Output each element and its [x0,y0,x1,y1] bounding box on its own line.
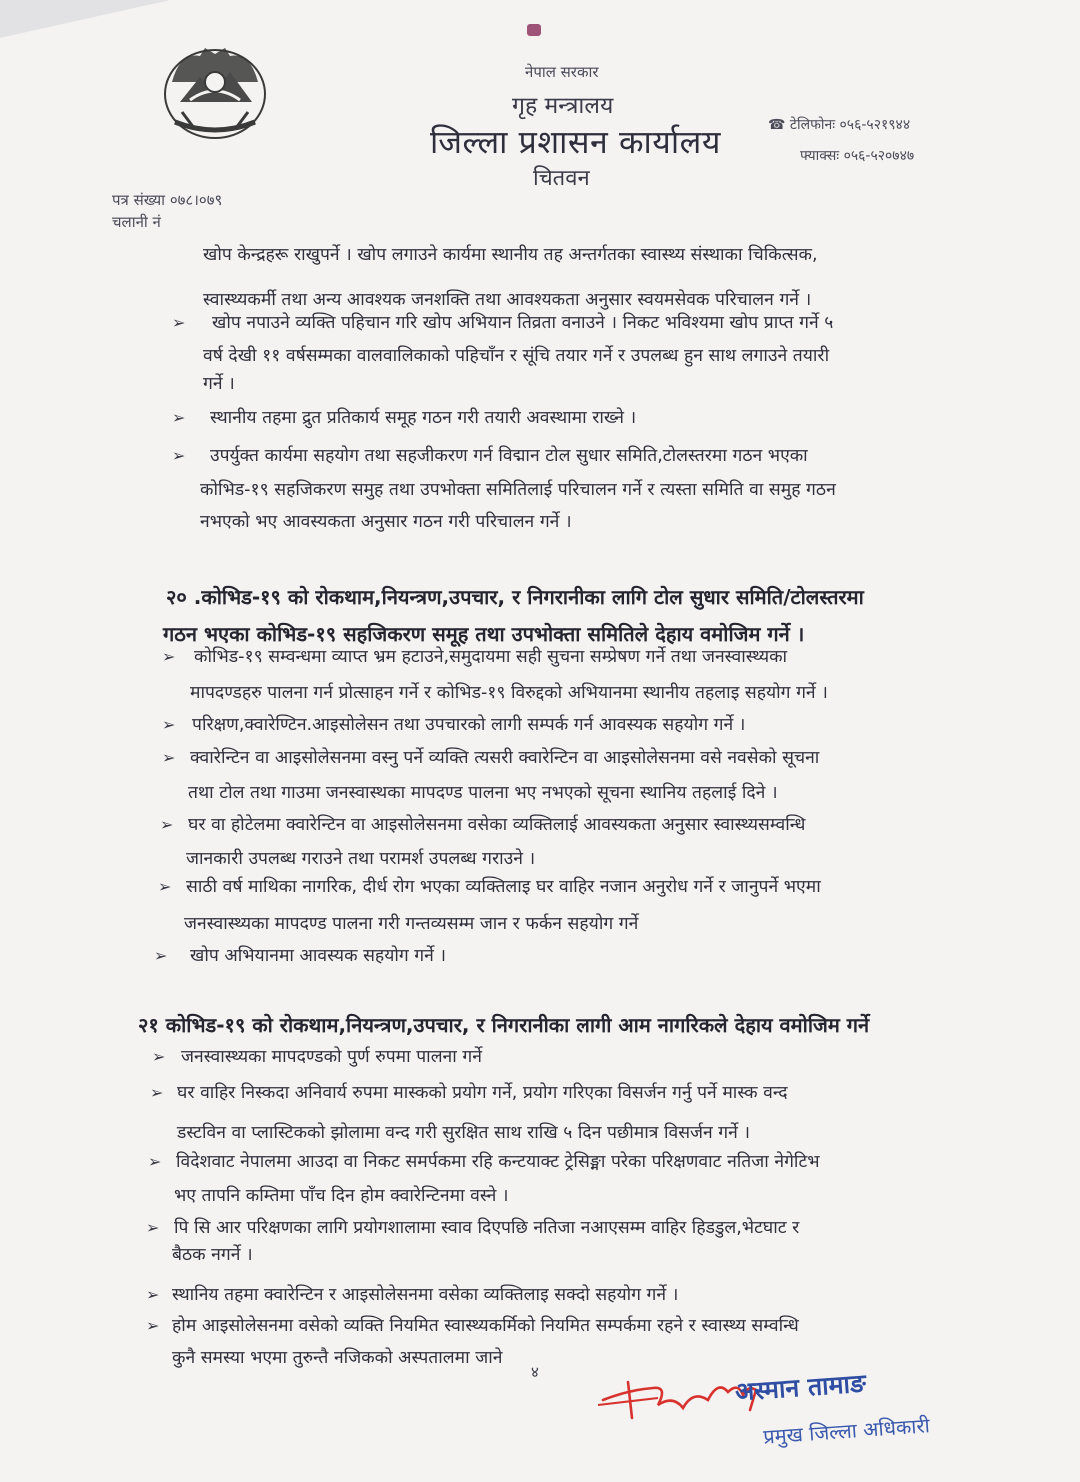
intro-line: स्वास्थ्यकर्मी तथा अन्य आवश्यक जनशक्ति तथा आवश्यकता अनुसार स्वयमसेवक परिचालन गर्ने । [203,290,812,310]
bullet-line: साठी वर्ष माथिका नागरिक, दीर्ध रोग भएका व्यक्तिलाइ घर वाहिर नजान अनुरोध गर्ने र जानुपर्ने भएमा [186,877,821,897]
bullet-line: जनस्वास्थ्यका मापदण्डको पुर्ण रुपमा पालना गर्ने [181,1047,482,1067]
bullet-arrow-icon: ➢ [148,1152,162,1171]
bullet-line: बैठक नगर्ने । [172,1245,253,1265]
government-emblem-icon [160,42,270,142]
bullet-line: खोप नपाउने व्यक्ति पहिचान गरि खोप अभियान तिव्रता वनाउने । निकट भविश्यमा खोप प्राप्त गर्ने ५ [212,313,834,333]
bullet-line: मापदण्डहरु पालना गर्न प्रोत्साहन गर्ने र कोभिड-१९ विरुद्दको अभियानमा स्थानीय तहलाइ सहयोग गर्ने । [190,683,828,703]
bullet-arrow-icon: ➢ [172,408,186,427]
bullet-arrow-icon: ➢ [160,815,174,834]
fax-number: फ्याक्सः ०५६-५२०७४७ [800,148,915,164]
office-name: जिल्ला प्रशासन कार्यालय [430,123,721,161]
bullet-line: कोभिड-१९ सम्वन्धमा व्याप्त भ्रम हटाउने,समुदायमा सही सुचना सम्प्रेषण गर्ने तथा जनस्वास्थ्यका [194,647,788,667]
bullet-line: स्थानिय तहमा क्वारेन्टिन र आइसोलेसनमा वसेका व्यक्तिलाइ सक्दो सहयोग गर्ने । [172,1285,679,1305]
section-21-heading: २१ कोभिड-१९ को रोकथाम,नियन्त्रण,उपचार, र निगरानीका लागी आम नागरिकले देहाय वमोजिम गर्ने [138,1013,870,1037]
ministry-name: गृह मन्त्रालय [512,93,614,119]
bullet-arrow-icon: ➢ [162,647,176,666]
intro-line: खोप केन्द्रहरू राखुपर्ने । खोप लगाउने कार्यमा स्थानीय तह अन्तर्गतका स्वास्थ्य संस्थाका चिकित्सक, [203,245,818,265]
dispatch-number: चलानी नं [112,213,161,231]
bullet-arrow-icon: ➢ [162,748,176,767]
bullet-line: घर वाहिर निस्कदा अनिवार्य रुपमा मास्कको प्रयोग गर्ने, प्रयोग गरिएका विसर्जन गर्नु पर्ने मास्क वन्द [177,1083,788,1103]
bullet-arrow-icon: ➢ [172,313,186,332]
bullet-arrow-icon: ➢ [158,877,172,896]
section-20-heading: गठन भएका कोभिड-१९ सहजिकरण समूह तथा उपभोक्ता समितिले देहाय वमोजिम गर्ने । [163,622,805,646]
bullet-arrow-icon: ➢ [150,1083,164,1102]
bullet-arrow-icon: ➢ [154,946,168,965]
bullet-line: तथा टोल तथा गाउमा जनस्वास्थका मापदण्ड पालना भए नभएको सूचना स्थानिय तहलाई दिने । [188,783,778,803]
bullet-arrow-icon: ➢ [146,1316,160,1335]
bullet-line: कोभिड-१९ सहजिकरण समुह तथा उपभोक्ता समितिलाई परिचालन गर्ने र त्यस्ता समिति वा समुह गठन [200,480,836,500]
bullet-line: वर्ष देखी ११ वर्षसम्मका वालवालिकाको पहिचाँन र सूंचि तयार गर्ने र उपलब्ध हुन साथ लगाउने तयारी [203,346,830,366]
bullet-line: उपर्युक्त कार्यमा सहयोग तथा सहजीकरण गर्न विद्मान टोल सुधार समिति,टोलस्तरमा गठन भएका [210,446,808,466]
government-name: नेपाल सरकार [525,63,599,81]
bullet-line: कुनै समस्या भएमा तुरुन्तै नजिकको अस्पतालमा जाने [172,1348,503,1368]
bullet-line: नभएको भए आवस्यकता अनुसार गठन गरी परिचालन गर्ने । [200,512,572,532]
page-number: ४ [531,1363,539,1381]
bullet-line: पि सि आर परिक्षणका लागि प्रयोगशालामा स्वाव दिएपछि नतिजा नआएसम्म वाहिर हिडडुल,भेटघाट र [174,1218,800,1238]
bullet-line: होम आइसोलेसनमा वसेको व्यक्ति नियमित स्वास्थ्यकर्मिको नियमित सम्पर्कमा रहने र स्वास्थ्य सम्वन्धि [172,1316,799,1336]
ink-mark [527,24,541,36]
bullet-line: परिक्षण,क्वारेण्टिन.आइसोलेसन तथा उपचारको लागी सम्पर्क गर्न आवस्यक सहयोग गर्ने । [192,715,746,735]
bullet-arrow-icon: ➢ [152,1047,166,1066]
bullet-line: भए तापनि कम्तिमा पाँच दिन होम क्वारेन्टिनमा वस्ने । [174,1186,509,1206]
bullet-line: घर वा होटेलमा क्वारेन्टिन वा आइसोलेसनमा वसेका व्यक्तिलाई आवस्यकता अनुसार स्वास्थ्यसम्वन्धि [188,815,806,835]
bullet-arrow-icon: ➢ [162,715,176,734]
bullet-line: जनस्वास्थ्यका मापदण्ड पालना गरी गन्तव्यसम्म जान र फर्कन सहयोग गर्ने [184,914,639,934]
bullet-line: स्थानीय तहमा द्रुत प्रतिकार्य समूह गठन गरी तयारी अवस्थामा राख्ने । [210,408,637,428]
signatory-name: अस्मान तामाङ [734,1368,867,1407]
letter-number: पत्र संख्या ०७८।०७९ [112,191,223,209]
bullet-line: डस्टविन वा प्लास्टिकको झोलामा वन्द गरी सुरक्षित साथ राखि ५ दिन पछीमात्र विसर्जन गर्ने । [177,1123,751,1143]
paper-fold [0,0,170,38]
bullet-line: क्वारेन्टिन वा आइसोलेसनमा वस्नु पर्ने व्यक्ति त्यसरी क्वारेन्टिन वा आइसोलेसनमा वसे नवसेको सूचना [190,748,820,768]
phone-number: ☎ टेलिफोनः ०५६-५२१९४४ [768,117,911,133]
bullet-line: गर्ने । [203,374,235,394]
section-20-heading: २० .कोभिड-१९ को रोकथाम,नियन्त्रण,उपचार, र निगरानीका लागि टोल सुधार समिति/टोलस्तरमा [166,585,864,609]
bullet-arrow-icon: ➢ [146,1285,160,1304]
bullet-line: विदेशवाट नेपालमा आउदा वा निकट समर्पकमा रहि कन्टयाक्ट ट्रेसिङ्मा परेका परिक्षणवाट नतिजा नेगेटिभ [176,1152,820,1172]
bullet-arrow-icon: ➢ [172,446,186,465]
district-name: चितवन [533,166,590,191]
bullet-arrow-icon: ➢ [146,1218,160,1237]
bullet-line: जानकारी उपलब्ध गराउने तथा परामर्श उपलब्ध गराउने । [186,849,536,869]
signatory-title: प्रमुख जिल्ला अधिकारी [762,1413,931,1449]
bullet-line: खोप अभियानमा आवस्यक सहयोग गर्ने । [190,946,447,966]
